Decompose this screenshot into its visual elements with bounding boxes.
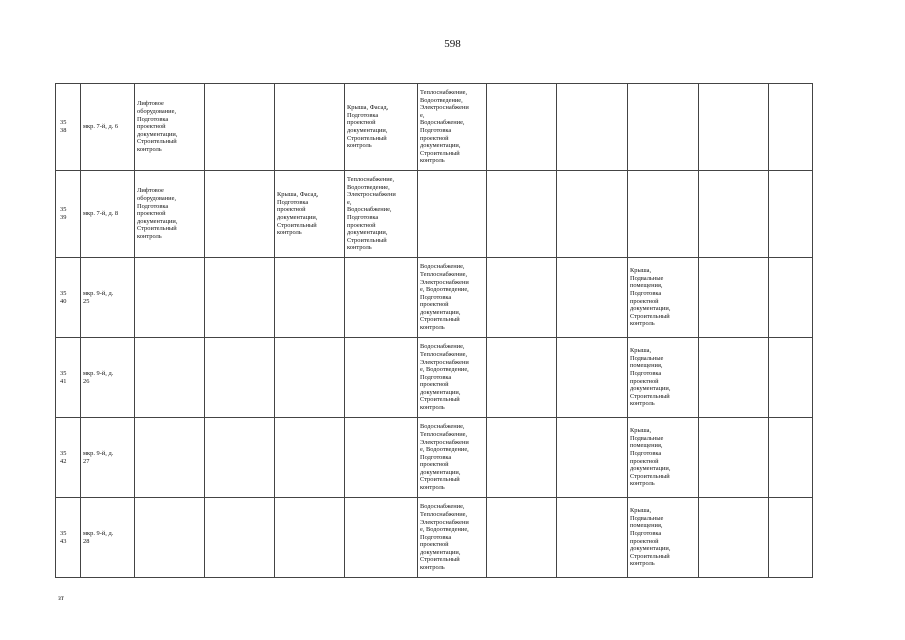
row-number: 35 43 [56, 498, 81, 578]
work-cell [205, 498, 275, 578]
row-number: 35 40 [56, 258, 81, 338]
address-cell: мкр. 7-й, д. 8 [81, 171, 135, 258]
address-cell: мкр. 9-й, д. 25 [81, 258, 135, 338]
work-cell [699, 418, 769, 498]
work-cell [345, 258, 418, 338]
work-cell [487, 171, 557, 258]
work-cell [769, 418, 813, 498]
work-cell [699, 338, 769, 418]
work-cell: Теплоснабжение, Водоотведение, Электроснабжени е, Водоснабжение, Подготовка проектной документации, Строительный контроль [418, 84, 487, 171]
work-cell: Водоснабжение, Теплоснабжение, Электроснабжени е, Водоотведение, Подготовка проектной документации, Строительный контроль [418, 258, 487, 338]
row-number: 35 39 [56, 171, 81, 258]
work-cell [135, 498, 205, 578]
table-row [56, 418, 813, 498]
work-cell: Теплоснабжение, Водоотведение, Электроснабжени е, Водоснабжение, Подготовка проектной документации, Строительный контроль [345, 171, 418, 258]
work-cell [769, 338, 813, 418]
work-cell: Крыша, Подвальные помещения, Подготовка проектной документации, Строительный контроль [628, 338, 699, 418]
work-cell [275, 418, 345, 498]
row-number: 35 38 [56, 84, 81, 171]
footer-note: зт [58, 594, 64, 602]
address-cell: мкр. 9-й, д. 27 [81, 418, 135, 498]
table-row [56, 498, 813, 578]
work-cell [557, 338, 628, 418]
work-cell: Водоснабжение, Теплоснабжение, Электроснабжени е, Водоотведение, Подготовка проектной документации, Строительный контроль [418, 498, 487, 578]
work-cell [135, 338, 205, 418]
work-cell [275, 338, 345, 418]
work-cell [205, 338, 275, 418]
address-cell: мкр. 9-й, д. 28 [81, 498, 135, 578]
work-cell [205, 171, 275, 258]
address-cell: мкр. 9-й, д. 26 [81, 338, 135, 418]
work-cell: Крыша, Подвальные помещения, Подготовка проектной документации, Строительный контроль [628, 498, 699, 578]
work-cell: Крыша, Фасад, Подготовка проектной документации, Строительный контроль [275, 171, 345, 258]
work-cell [769, 171, 813, 258]
work-cell [769, 258, 813, 338]
work-cell [135, 418, 205, 498]
repair-schedule-table [55, 83, 813, 578]
work-cell [769, 498, 813, 578]
work-cell [557, 418, 628, 498]
work-cell [557, 171, 628, 258]
work-cell [345, 338, 418, 418]
work-cell [699, 171, 769, 258]
table-row [56, 84, 813, 171]
work-cell [487, 498, 557, 578]
work-cell [418, 171, 487, 258]
work-cell [205, 258, 275, 338]
work-cell [699, 84, 769, 171]
work-cell: Водоснабжение, Теплоснабжение, Электроснабжени е, Водоотведение, Подготовка проектной документации, Строительный контроль [418, 418, 487, 498]
work-cell [487, 338, 557, 418]
work-cell [205, 418, 275, 498]
work-cell [487, 418, 557, 498]
work-cell [345, 418, 418, 498]
work-cell: Крыша, Подвальные помещения, Подготовка проектной документации, Строительный контроль [628, 258, 699, 338]
work-cell [345, 498, 418, 578]
work-cell [487, 84, 557, 171]
table-row [56, 171, 813, 258]
work-cell: Крыша, Подвальные помещения, Подготовка проектной документации, Строительный контроль [628, 418, 699, 498]
work-cell [699, 498, 769, 578]
page-number: 598 [444, 38, 461, 50]
work-cell [557, 258, 628, 338]
work-cell [275, 84, 345, 171]
work-cell: Лифтовое оборудование, Подготовка проектной документации, Строительный контроль [135, 84, 205, 171]
work-cell [628, 171, 699, 258]
work-cell [557, 498, 628, 578]
work-cell: Лифтовое оборудование, Подготовка проектной документации, Строительный контроль [135, 171, 205, 258]
work-cell [275, 258, 345, 338]
work-cell [628, 84, 699, 171]
work-cell [487, 258, 557, 338]
work-cell: Водоснабжение, Теплоснабжение, Электроснабжени е, Водоотведение, Подготовка проектной документации, Строительный контроль [418, 338, 487, 418]
row-number: 35 41 [56, 338, 81, 418]
work-cell [557, 84, 628, 171]
work-cell: Крыша, Фасад, Подготовка проектной документации, Строительный контроль [345, 84, 418, 171]
work-cell [205, 84, 275, 171]
row-number: 35 42 [56, 418, 81, 498]
work-cell [275, 498, 345, 578]
work-cell [135, 258, 205, 338]
work-cell [699, 258, 769, 338]
table-row [56, 258, 813, 338]
table-row [56, 338, 813, 418]
address-cell: мкр. 7-й, д. 6 [81, 84, 135, 171]
work-cell [769, 84, 813, 171]
